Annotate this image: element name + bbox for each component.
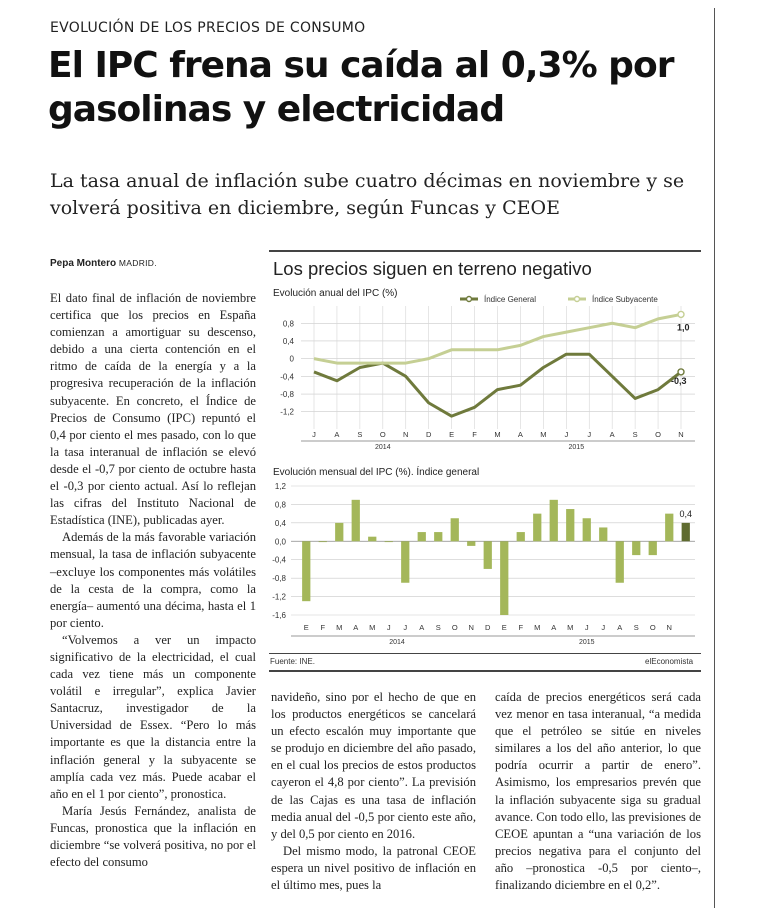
line-xtick-label: A xyxy=(609,430,615,439)
bar-xtick-label: A xyxy=(617,623,623,632)
article-subhead: La tasa anual de inflación sube cuatro décimas en noviembre y se volverá positiva en diciembre, según Funcas y CEOE xyxy=(50,170,685,219)
bar-mark xyxy=(616,541,624,582)
bar-xtick-label: J xyxy=(601,623,606,632)
bar-year-label-2015: 2015 xyxy=(578,639,595,646)
bar-xtick-label: N xyxy=(666,623,672,632)
bar-mark xyxy=(632,541,640,555)
bar-mark xyxy=(583,518,591,541)
chart-footer-rule xyxy=(269,653,701,654)
chart-brand: elEconomista xyxy=(645,657,694,666)
bar-xtick-label: F xyxy=(320,623,326,632)
bar-xtick-label: J xyxy=(386,623,391,632)
line-xtick-label: J xyxy=(587,430,592,439)
bar-mark xyxy=(352,500,360,541)
chart-panel-title: Los precios siguen en terreno negativo xyxy=(273,258,592,279)
line-xtick-label: J xyxy=(564,430,569,439)
byline xyxy=(50,258,157,269)
bar-xtick-label: J xyxy=(403,623,408,632)
line-xtick-label: N xyxy=(678,430,684,439)
line-ytick-label: 0,8 xyxy=(282,319,294,329)
article-column-1 xyxy=(50,290,256,871)
subyacente-end-label: 1,0 xyxy=(677,322,690,333)
line-xtick-label: D xyxy=(425,430,432,439)
bar-ytick-label: -1,2 xyxy=(272,592,286,602)
bar-mark xyxy=(682,523,690,541)
bar-mark xyxy=(418,532,426,541)
bar-xtick-label: D xyxy=(485,623,491,632)
bar-xtick-label: F xyxy=(518,623,524,632)
bar-mark xyxy=(533,514,541,542)
bar-mark xyxy=(649,541,657,555)
monthly-ipc-bar-chart xyxy=(272,465,695,646)
line-xtick-label: J xyxy=(312,430,316,439)
bar-mark xyxy=(368,537,376,542)
bar-xtick-label: M xyxy=(336,623,343,632)
line-xtick-label: M xyxy=(540,430,547,439)
bar-mark xyxy=(550,500,558,541)
chart-source: Fuente: INE. xyxy=(270,657,315,666)
bar-ytick-label: 0,4 xyxy=(274,518,286,528)
bar-xtick-label: O xyxy=(451,623,458,632)
paragraph: “Volvemos a ver un impacto significativo de la electricidad, el cual cada vez tiene más un componente volátil e irregular”, explica Javier Santacruz, investigador de la Universidad de Essex. “Pero lo más importante es que la distancia entre la inflación general y la subyacente se amplía cada vez más. Puede acabar el año en el 1 por ciento”, pronostica. xyxy=(50,632,256,801)
bar-xtick-label: M xyxy=(369,623,376,632)
annual-ipc-line-chart xyxy=(273,288,695,451)
line-ytick-label: -0,8 xyxy=(280,390,294,400)
line-xtick-label: F xyxy=(472,430,477,439)
bar-mark xyxy=(500,541,508,615)
line-ytick-label: 0 xyxy=(289,354,294,364)
line-xtick-label: M xyxy=(494,430,501,439)
paragraph: Además de la más favorable variación mensual, la tasa de inflación subyacente –excluye los componentes más volátiles de la cesta de la compra, como la energía– aumentó una décima, hasta el 1 por ciento. xyxy=(50,530,256,630)
line-chart-title: Evolución anual del IPC (%) xyxy=(273,288,398,299)
article-kicker: EVOLUCIÓN DE LOS PRECIOS DE CONSUMO xyxy=(50,20,366,36)
line-xtick-label: E xyxy=(449,430,455,439)
bar-mark xyxy=(517,532,525,541)
bar-ytick-label: -0,4 xyxy=(272,555,286,565)
bar-mark xyxy=(599,527,607,541)
year-label-2015: 2015 xyxy=(568,444,585,451)
year-label-2014: 2014 xyxy=(375,444,391,451)
bar-mark xyxy=(385,541,393,542)
legend-label-general: Índice General xyxy=(484,295,537,304)
line-xtick-label: S xyxy=(632,430,638,439)
bar-mark xyxy=(665,514,673,542)
legend-marker-subyacente xyxy=(575,297,580,302)
bar-xtick-label: E xyxy=(501,623,507,632)
bar-mark xyxy=(319,541,327,542)
bar-xtick-label: A xyxy=(353,623,359,632)
legend-label-subyacente: Índice Subyacente xyxy=(592,295,658,304)
bar-mark xyxy=(335,523,343,541)
bar-ytick-label: 0,8 xyxy=(274,500,286,510)
bar-xtick-label: A xyxy=(551,623,557,632)
last-bar-value-label: 0,4 xyxy=(679,508,693,519)
line-ytick-label: 0,4 xyxy=(282,336,294,346)
author-name: Pepa Montero xyxy=(50,258,117,269)
bar-ytick-label: -0,8 xyxy=(272,574,286,584)
legend-marker-general xyxy=(467,297,472,302)
paragraph: El dato final de inflación de noviembre certifica que los precios en España comienzan a amortiguar su descenso, debido a una cierta contención en el ritmo de caída de la energía y a la progresiva recuperación de la inflación subyacente. En concreto, el Índice de Precios de Consumo (IPC) repuntó el 0,4 por ciento el mes pasado, con lo que la tasa interanual de inflación se elevó desde el -0,7 por ciento de octubre hasta el -0,3 por ciento actual. Así lo reflejan las cifras del Instituto Nacional de Estadística (INE), publicadas ayer. xyxy=(50,291,256,528)
bar-xtick-label: O xyxy=(649,623,656,632)
line-xtick-label: S xyxy=(357,430,363,439)
bar-xtick-label: A xyxy=(419,623,425,632)
bar-xtick-label: J xyxy=(584,623,589,632)
paragraph: Del mismo modo, la patronal CEOE espera un nivel positivo de inflación en el último mes, pues la xyxy=(271,843,476,893)
byline-location: MADRID. xyxy=(118,258,157,268)
line-xtick-label: A xyxy=(334,430,340,439)
bar-year-label-2014: 2014 xyxy=(389,639,405,646)
general-last-point xyxy=(678,369,684,375)
bar-mark xyxy=(566,509,574,541)
bar-chart-title: Evolución mensual del IPC (%). Índice general xyxy=(273,467,480,478)
bar-xtick-label: S xyxy=(435,623,441,632)
line-xtick-label: A xyxy=(517,430,523,439)
line-ytick-label: -0,4 xyxy=(280,372,294,382)
paragraph: navideño, sino por el hecho de que en los productos energéticos se cancelará un efecto escalón muy importante que se produjo en diciembre del año pasado, en el cual los precios de estos productos cayeron el 4,8 por ciento”. La previsión de las Cajas es una tasa de inflación media anual del -0,5 por ciento este año, y del 0,5 por ciento en 2016. xyxy=(271,690,476,841)
bar-mark xyxy=(451,518,459,541)
line-xtick-label: O xyxy=(655,430,661,439)
bar-mark xyxy=(401,541,409,582)
bar-ytick-label: 0,0 xyxy=(274,537,286,547)
bar-ytick-label: 1,2 xyxy=(274,482,286,491)
bar-ytick-label: -1,6 xyxy=(272,611,286,620)
chart-bottom-rule xyxy=(269,670,701,672)
inflation-charts xyxy=(262,280,707,652)
paragraph: María Jesús Fernández, analista de Funcas, pronostica que la inflación en diciembre “se volverá positiva, no por el efecto del consumo xyxy=(50,803,256,870)
line-xtick-label: O xyxy=(379,430,386,439)
line-xtick-label: N xyxy=(403,430,409,439)
bar-mark xyxy=(484,541,492,569)
general-end-label: -0,3 xyxy=(671,375,687,386)
paragraph: caída de precios energéticos será cada vez menor en tasa interanual, “a medida que el petróleo se sitúe en niveles similares a los del año anterior, lo que podría ocurrir a partir de enero”. Asimismo, los empresarios prevén que la inflación subyacente siga su gradual avance. Con todo ello, las previsiones de CEOE apuntan a “una variación de los precios negativa para el conjunto del año –pronostica -0,5 por ciento–, finalizando diciembre en el 0,2”. xyxy=(495,690,701,893)
bar-xtick-label: M xyxy=(534,623,541,632)
bar-xtick-label: S xyxy=(633,623,639,632)
subyacente-last-point xyxy=(678,311,684,317)
article-headline: El IPC frena su caída al 0,3% por gasolinas y electricidad xyxy=(48,45,674,130)
line-ytick-label: -1,2 xyxy=(280,407,294,417)
bar-xtick-label: M xyxy=(567,623,574,632)
bar-mark xyxy=(434,532,442,541)
bar-mark xyxy=(467,541,475,546)
chart-top-rule xyxy=(269,250,701,252)
page-rule xyxy=(714,8,715,908)
article-column-2 xyxy=(271,689,476,894)
bar-xtick-label: E xyxy=(303,623,309,632)
bar-xtick-label: N xyxy=(468,623,474,632)
article-column-3 xyxy=(495,689,701,894)
bar-mark xyxy=(302,541,310,601)
